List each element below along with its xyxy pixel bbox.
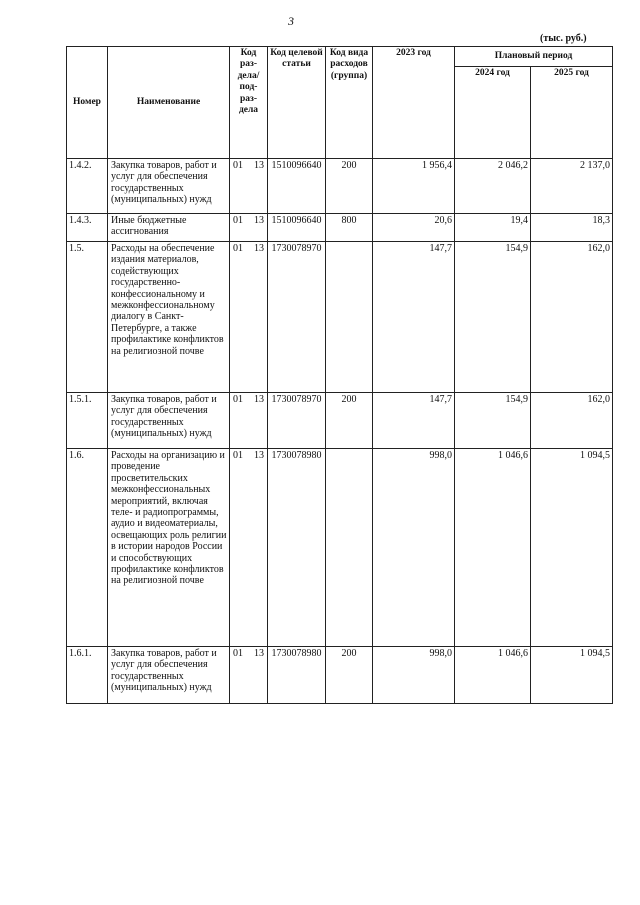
row-2023: 147,7 <box>373 242 455 393</box>
row-2025: 1 094,5 <box>531 647 613 704</box>
section-code: 01 <box>233 243 243 254</box>
subsection-code: 13 <box>254 648 264 659</box>
row-name: Закупка товаров, работ и услуг для обеспечения государственных (муниципальных) нужд <box>108 159 230 214</box>
row-name: Закупка товаров, работ и услуг для обеспечения государственных (муниципальных) нужд <box>108 647 230 704</box>
header-name: Наименование <box>108 47 230 159</box>
section-code: 01 <box>233 394 243 405</box>
table-row <box>67 647 613 704</box>
row-number: 1.6. <box>67 449 108 647</box>
row-expense-code: 200 <box>326 393 373 449</box>
row-name: Иные бюджетные ассигнования <box>108 214 230 242</box>
row-section-code <box>230 159 268 214</box>
row-2023: 998,0 <box>373 449 455 647</box>
row-expense-code: 800 <box>326 214 373 242</box>
header-2023: 2023 год <box>373 47 455 159</box>
row-section-code <box>230 647 268 704</box>
row-target-code: 1730078970 <box>268 393 326 449</box>
row-section-code <box>230 449 268 647</box>
row-name: Расходы на обеспечение издания материалов, содействующих государственно-конфессиональному и межконфессиональному диалогу в Санкт-Петербурге, а также профилактике конфликтов на религиозной почве <box>108 242 230 393</box>
row-2024: 1 046,6 <box>455 647 531 704</box>
header-expense-code: Код вида расходов (группа) <box>326 47 373 159</box>
row-2024: 2 046,2 <box>455 159 531 214</box>
row-2025: 162,0 <box>531 242 613 393</box>
row-2025: 18,3 <box>531 214 613 242</box>
row-section-code <box>230 242 268 393</box>
section-code: 01 <box>233 648 243 659</box>
row-2023: 998,0 <box>373 647 455 704</box>
row-section-code <box>230 393 268 449</box>
subsection-code: 13 <box>254 394 264 405</box>
row-expense-code <box>326 242 373 393</box>
header-number: Номер <box>67 47 108 159</box>
section-code: 01 <box>233 160 243 171</box>
row-2024: 1 046,6 <box>455 449 531 647</box>
row-target-code: 1510096640 <box>268 214 326 242</box>
row-2024: 154,9 <box>455 242 531 393</box>
subsection-code: 13 <box>254 160 264 171</box>
header-2024: 2024 год <box>455 67 531 159</box>
row-2023: 1 956,4 <box>373 159 455 214</box>
row-2025: 162,0 <box>531 393 613 449</box>
section-code: 01 <box>233 215 243 226</box>
row-expense-code: 200 <box>326 159 373 214</box>
row-number: 1.4.2. <box>67 159 108 214</box>
row-2023: 147,7 <box>373 393 455 449</box>
row-number: 1.5. <box>67 242 108 393</box>
table-row <box>67 242 613 393</box>
header-section-code: Код раз-дела/ под-раз-дела <box>230 47 268 159</box>
row-target-code: 1730078980 <box>268 449 326 647</box>
table-row <box>67 214 613 242</box>
row-number: 1.4.3. <box>67 214 108 242</box>
section-code: 01 <box>233 450 243 461</box>
table-row <box>67 449 613 647</box>
row-target-code: 1730078970 <box>268 242 326 393</box>
table-row <box>67 159 613 214</box>
row-2024: 154,9 <box>455 393 531 449</box>
header-target-code: Код целевой статьи <box>268 47 326 159</box>
row-target-code: 1510096640 <box>268 159 326 214</box>
table-header <box>67 47 613 159</box>
header-plan-period: Плановый период <box>455 47 613 67</box>
budget-table <box>66 46 613 704</box>
row-2025: 1 094,5 <box>531 449 613 647</box>
row-2023: 20,6 <box>373 214 455 242</box>
row-2025: 2 137,0 <box>531 159 613 214</box>
table-row <box>67 393 613 449</box>
row-2024: 19,4 <box>455 214 531 242</box>
subsection-code: 13 <box>254 450 264 461</box>
header-2025: 2025 год <box>531 67 613 159</box>
row-number: 1.5.1. <box>67 393 108 449</box>
row-expense-code: 200 <box>326 647 373 704</box>
row-expense-code <box>326 449 373 647</box>
row-name: Закупка товаров, работ и услуг для обеспечения государственных (муниципальных) нужд <box>108 393 230 449</box>
row-section-code <box>230 214 268 242</box>
table-body <box>67 159 613 704</box>
row-target-code: 1730078980 <box>268 647 326 704</box>
row-name: Расходы на организацию и проведение просветительских межконфессиональных мероприятий, включая теле- и радиопрограммы, аудио и видеоматериалы, освещающих роль религии в истории народов России и способствующих профилактике конфликтов на религиозной почве <box>108 449 230 647</box>
units-label: (тыс. руб.) <box>540 33 587 44</box>
subsection-code: 13 <box>254 215 264 226</box>
page-number: 3 <box>288 14 294 28</box>
subsection-code: 13 <box>254 243 264 254</box>
row-number: 1.6.1. <box>67 647 108 704</box>
